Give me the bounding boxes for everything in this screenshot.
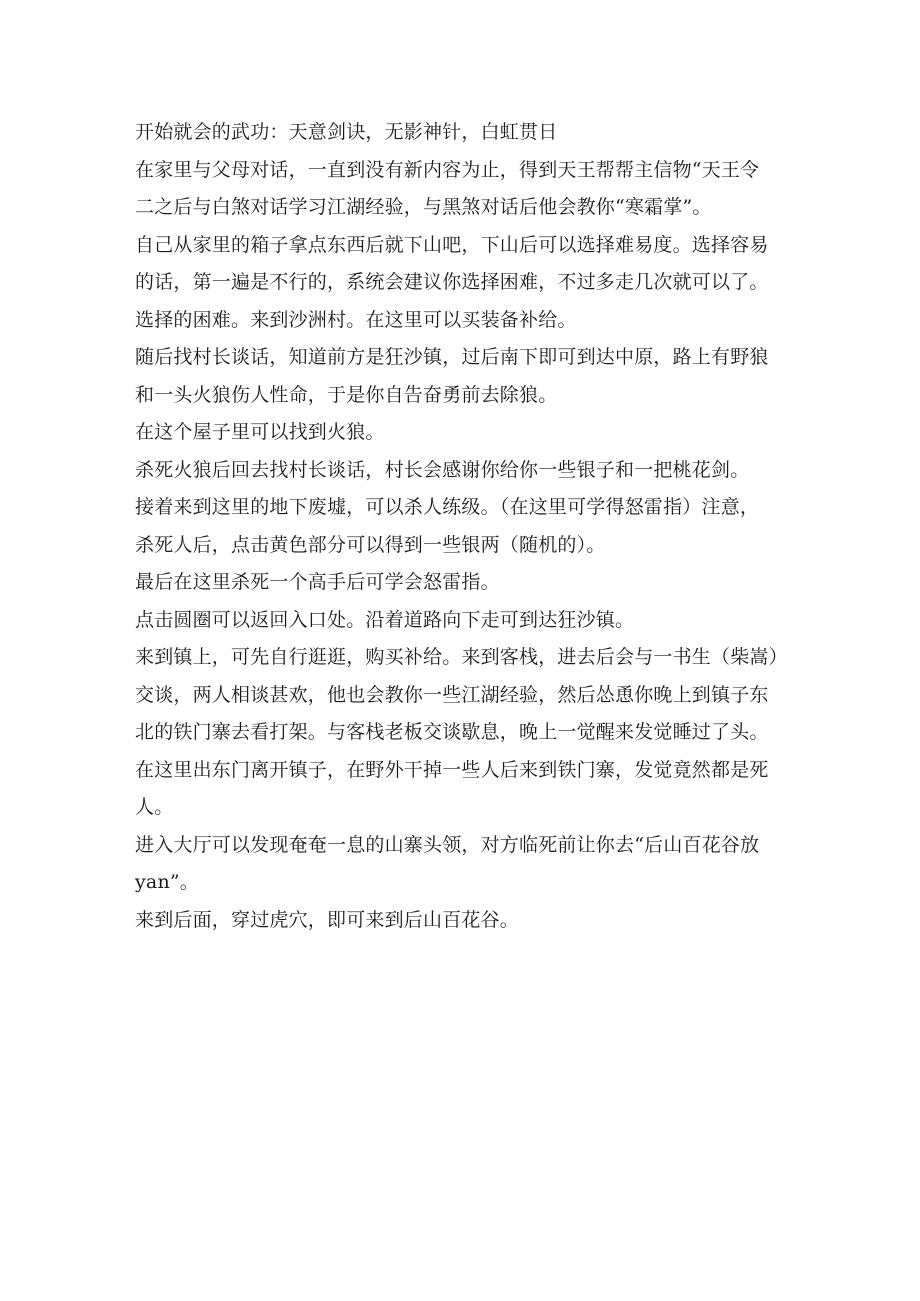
text-line: 在家里与父母对话，一直到没有新内容为止，得到天王帮帮主信物“天王令 bbox=[135, 158, 760, 181]
text-line: 和一头火狼伤人性命，于是你自告奋勇前去除狼。 bbox=[135, 383, 558, 406]
text-line: 在这个屋子里可以找到火狼。 bbox=[135, 421, 385, 443]
text-line: 最后在这里杀死一个高手后可学会怒雷指。 bbox=[135, 571, 500, 593]
text-line: 人。 bbox=[135, 796, 174, 818]
document-body bbox=[135, 114, 795, 939]
text-line: 选择的困难。来到沙洲村。在这里可以买装备补给。 bbox=[135, 308, 577, 331]
text-line: 随后找村长谈话，知道前方是狂沙镇，过后南下即可到达中原，路上有野狼 bbox=[135, 346, 769, 368]
text-line: 交谈，两人相谈甚欢，他也会教你一些江湖经验，然后怂恿你晚上到镇子东 bbox=[135, 683, 769, 706]
text-line: 进入大厅可以发现奄奄一息的山寨头领，对方临死前让你去“后山百花谷放 bbox=[135, 833, 760, 856]
text-line: 二之后与白煞对话学习江湖经验，与黑煞对话后他会教你“寒霜掌”。 bbox=[135, 196, 712, 218]
text-line: 来到后面，穿过虎穴，即可来到后山百花谷。 bbox=[135, 908, 520, 931]
text-line: 自己从家里的箱子拿点东西后就下山吧，下山后可以选择难易度。选择容易 bbox=[135, 233, 769, 256]
text-line: 在这里出东门离开镇子，在野外干掉一些人后来到铁门寨，发觉竟然都是死 bbox=[135, 758, 769, 781]
text-line: yan”。 bbox=[135, 871, 200, 893]
text-line: 点击圆圈可以返回入口处。沿着道路向下走可到达狂沙镇。 bbox=[135, 608, 635, 631]
text-line: 北的铁门寨去看打架。与客栈老板交谈歇息，晚上一觉醒来发觉睡过了头。 bbox=[135, 721, 769, 743]
text-line: 杀死火狼后回去找村长谈话，村长会感谢你给你一些银子和一把桃花剑。 bbox=[135, 458, 750, 481]
text-line: 开始就会的武功：天意剑诀，无影神针，白虹贯日 bbox=[135, 121, 558, 143]
text-line: 接着来到这里的地下废墟，可以杀人练级。（在这里可学得怒雷指）注意， bbox=[135, 496, 760, 518]
text-line: 杀死人后，点击黄色部分可以得到一些银两（随机的）。 bbox=[135, 533, 606, 556]
text-line: 的话，第一遍是不行的，系统会建议你选择困难，不过多走几次就可以了。 bbox=[135, 271, 769, 293]
text-line: 来到镇上，可先自行逛逛，购买补给。来到客栈，进去后会与一书生（柴嵩） bbox=[135, 646, 788, 668]
